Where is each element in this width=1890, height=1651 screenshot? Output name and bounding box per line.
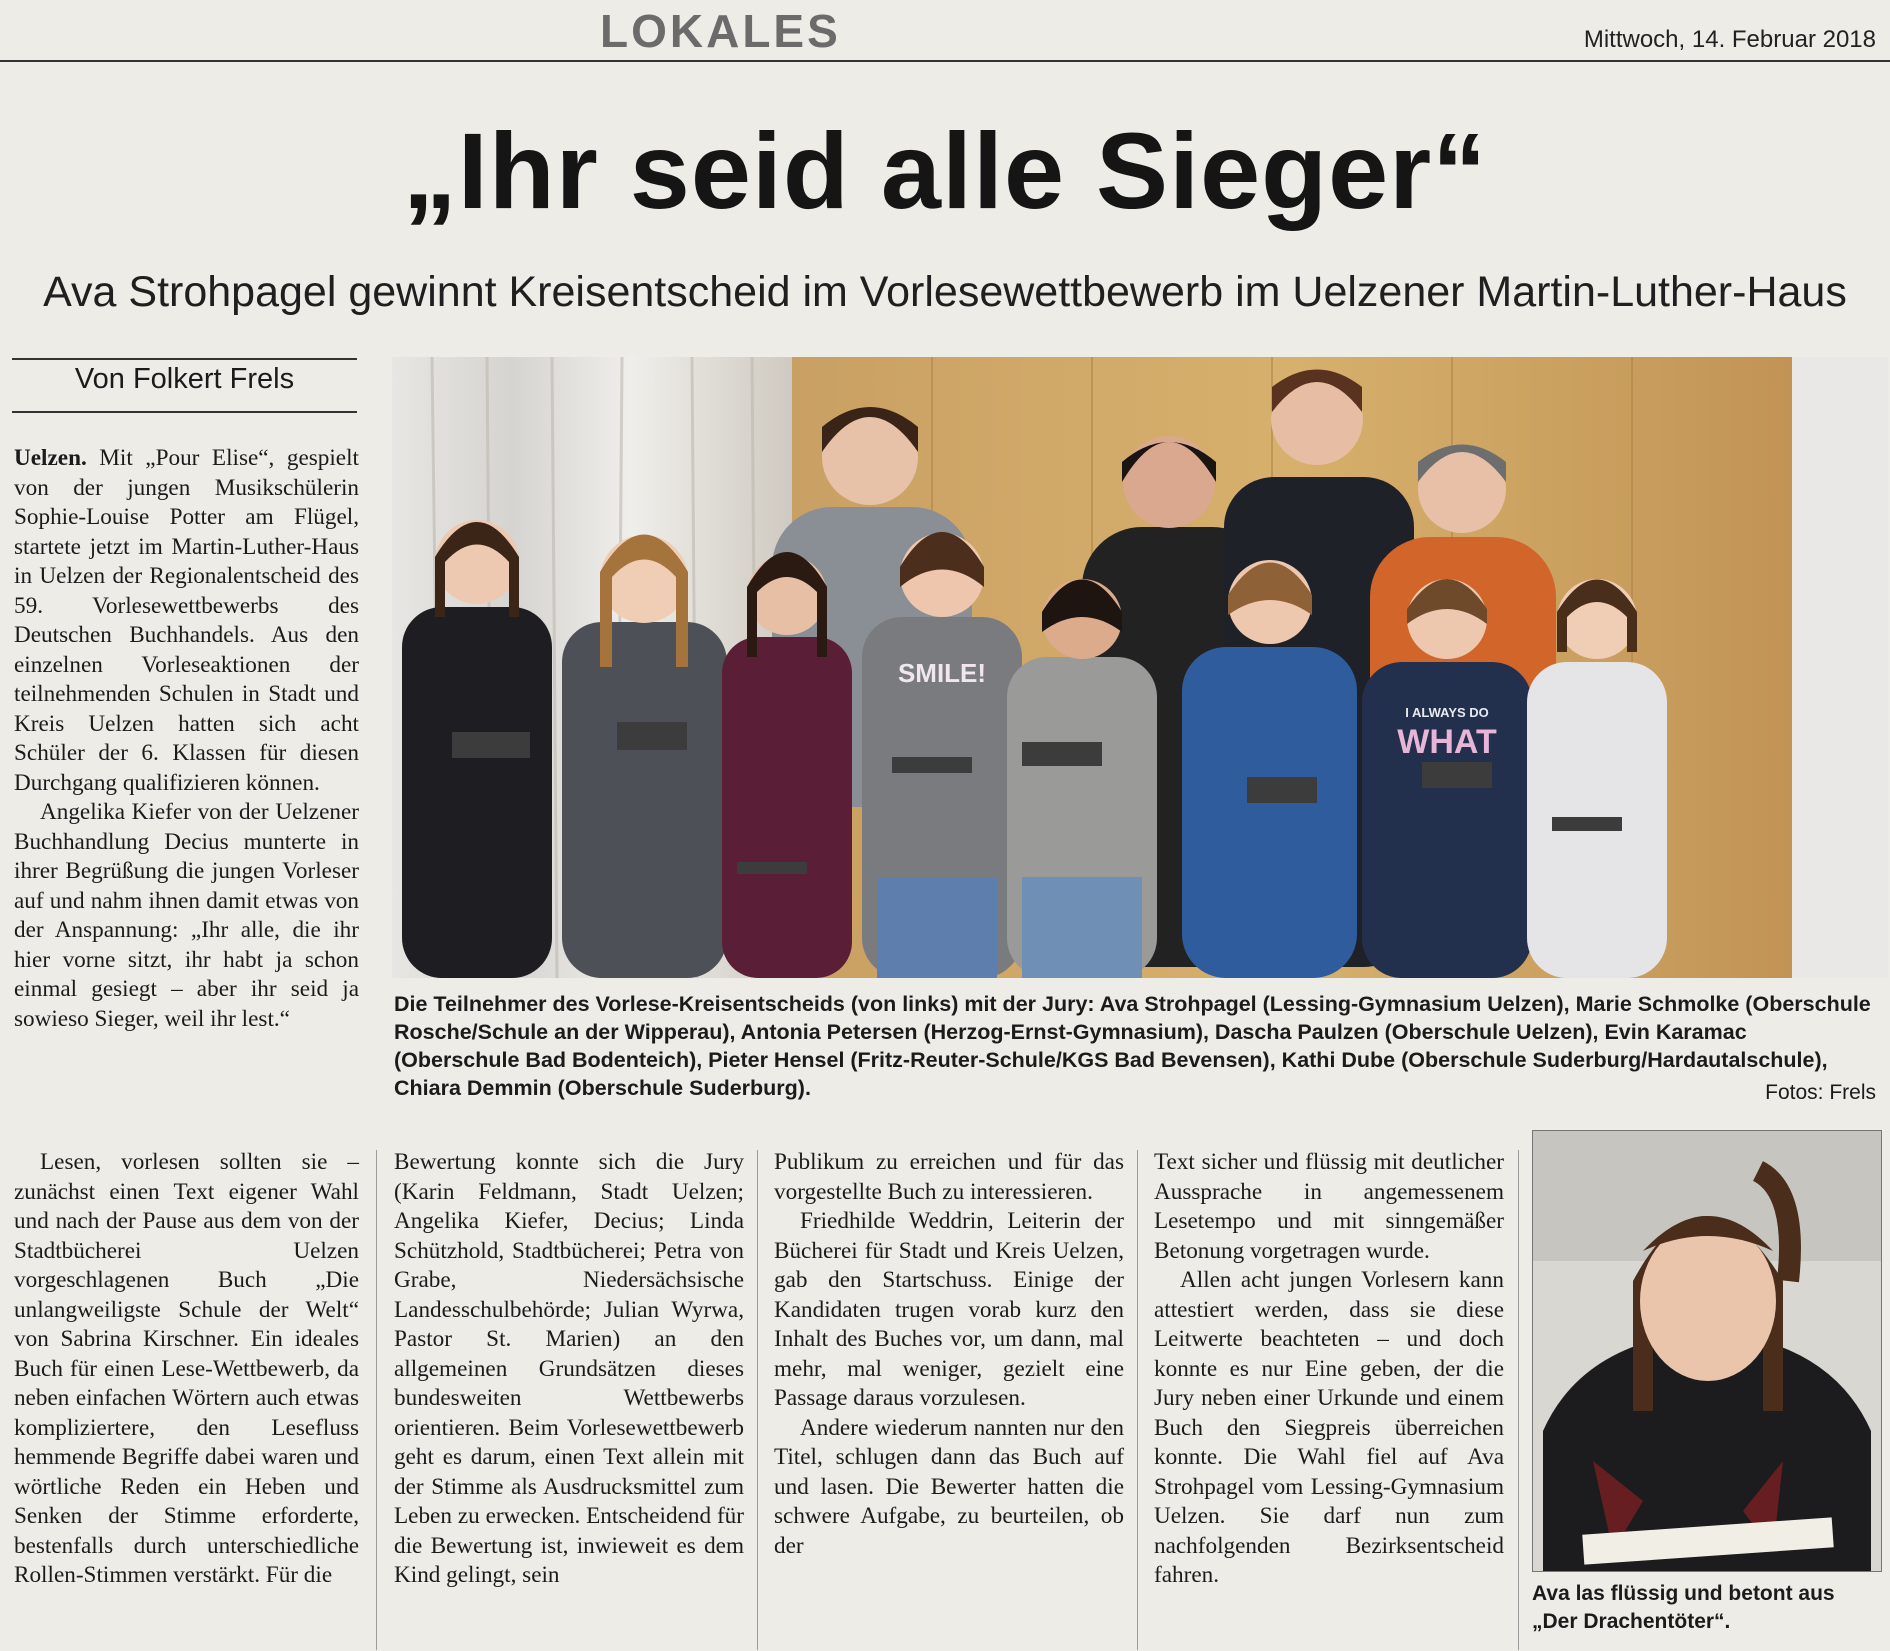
reader-face [1640,1221,1776,1381]
paragraph: Allen acht jungen Vorlesern kann attestiert werden, dass sie diese Leitwerte beachteten – und doch konnte es nur Eine geben, der die Jury neben einer Urkunde und einem Buch den Siegpreis überreichen konnte. Die Wahl fiel auf Ava Strohpagel vom Lessing-Gymnasium Uelzen. Sie darf nun zum nachfolgenden Bezirksentscheid fahren. [1154,1267,1504,1588]
byline-rule-bottom [12,411,357,413]
column-divider [1518,1150,1519,1650]
header-rule [0,60,1890,62]
column-divider [376,1150,377,1650]
paragraph: Andere wiederum nannten nur den Titel, schlugen dann das Buch auf und lasen. Die Bewerter hatten die schwere Aufgabe, zu beurteilen, ob der [774,1414,1124,1559]
byline-rule-top [12,358,357,360]
column-divider [1137,1150,1138,1650]
shirt-text-always: I ALWAYS DO [1405,705,1489,720]
byline: Von Folkert Frels [74,363,295,395]
shirt-text-what: WHAT [1397,723,1497,761]
subheadline: Ava Strohpagel gewinnt Kreisentscheid im Vorlesewettbewerb im Uelzener Martin-Luther-Haus [43,268,1847,316]
group-photo-illustration [392,357,1888,978]
article-column-4 [1154,1148,1504,1591]
paragraph: Bewertung konnte sich die Jury (Karin Feldmann, Stadt Uelzen; Angelika Kiefer, Decius; Linda Schützhold, Stadtbücherei; Petra von Grabe, Niedersächsische Landesschulbehörde; Julian Wyrwa, Pastor St. Marien) an den allgemeinen Grundsätzen dieses bundesweiten Wettbewerbs orientieren. Beim Vorlesewettbewerb geht es darum, einen Text allein mit der Stimme als Ausdrucksmittel zum Leben zu erwecken. Entscheidend für die Bewertung ist, inwieweit es dem Kind gelingt, sein [394,1149,744,1588]
section-title: LOKALES [600,5,841,57]
small-photo-caption: Ava las flüssig und betont aus „Der Drachentöter“. [1532,1582,1835,1633]
article-column-1-continued [14,1148,359,1591]
main-photo [392,357,1888,978]
paragraph: Friedhilde Weddrin, Leiterin der Bücherei für Stadt und Kreis Uelzen, gab den Startschuss. Einige der Kandidaten trugen vorab kurz den Inhalt des Buches vor, um dann, mal mehr, mal weniger, gezielt eine Passage daraus vorzulesen. [774,1208,1124,1411]
issue-date: Mittwoch, 14. Februar 2018 [1583,26,1876,53]
article-column-3 [774,1148,1124,1561]
paragraph: Publikum zu erreichen und für das vorgestellte Buch zu interessieren. [774,1149,1124,1205]
screen [1792,357,1888,978]
paragraph: Angelika Kiefer von der Uelzener Buchhandlung Decius munterte in ihrer Begrüßung die jungen Vorleser auf und nahm ihnen damit etwas von der Anspannung: „Ihr alle, die ihr hier vorne sitzt, ihr habt ja schon einmal gesiegt – aber ihr seid ja sowieso Sieger, weil ihr lest.“ [14,799,359,1032]
photo-caption: Die Teilnehmer des Vorlese-Kreisentscheids (von links) mit der Jury: Ava Strohpagel (Lessing-Gymnasium Uelzen), Marie Schmolke (Oberschule Rosche/Schule an der Wipperau), Antonia Petersen (Herzog-Ernst-Gymnasium), Dascha Paulzen (Oberschule Uelzen), Evin Karamac (Oberschule Bad Bodenteich), Pieter Hensel (Fritz-Reuter-Schule/KGS Bad Bevensen), Kathi Dube (Oberschule Suderburg/Hardautalschule), Chiara Demmin (Oberschule Suderburg). [394,992,1871,1100]
paragraph: Lesen, vorlesen sollten sie – zunächst einen Text eigener Wahl und nach der Pause aus dem von der Stadtbücherei Uelzen vorgeschlagenen Buch „Die unlangweiligste Schule der Welt“ von Sabrina Kirschner. Ein ideales Buch für einen Lese-Wettbewerb, da neben einfachen Wörtern auch etwas kompliziertere, den Lesefluss hemmende Begriffe dabei waren und wörtliche Reden ein Heben und Senken der Stimme erforderte, bestenfalls durch unterschiedliche Rollen-Stimmen verstärkt. Für die [14,1149,359,1588]
article-column-2 [394,1148,744,1591]
column-divider [757,1150,758,1650]
shirt-text-smile: SMILE! [897,658,987,688]
paragraph: Mit „Pour Elise“, gespielt von der jungen Musikschülerin Sophie-Louise Potter am Flügel, startete jetzt im Martin-Luther-Haus in Uelzen der Regionalentscheid des 59. Vorlesewettbewerbs des Deutschen Buchhandels. Aus den einzelnen Vorleseaktionen der teilnehmenden Schulen in Stadt und Kreis Uelzen hatten sich acht Schüler der 6. Klassen für diesen Durchgang qualifizieren können. [14,445,359,796]
dateline: Uelzen. [14,445,87,471]
photo-credit: Fotos: Frels [1765,1081,1876,1104]
reader-photo-illustration [1533,1131,1881,1571]
article-column-1 [14,444,359,1034]
paragraph: Text sicher und flüssig mit deutlicher Aussprache in angemessenem Lesetempo und mit sinngemäßer Betonung vorgetragen wurde. [1154,1149,1504,1264]
headline: „Ihr seid alle Sieger“ [402,110,1488,231]
small-photo [1532,1130,1882,1572]
